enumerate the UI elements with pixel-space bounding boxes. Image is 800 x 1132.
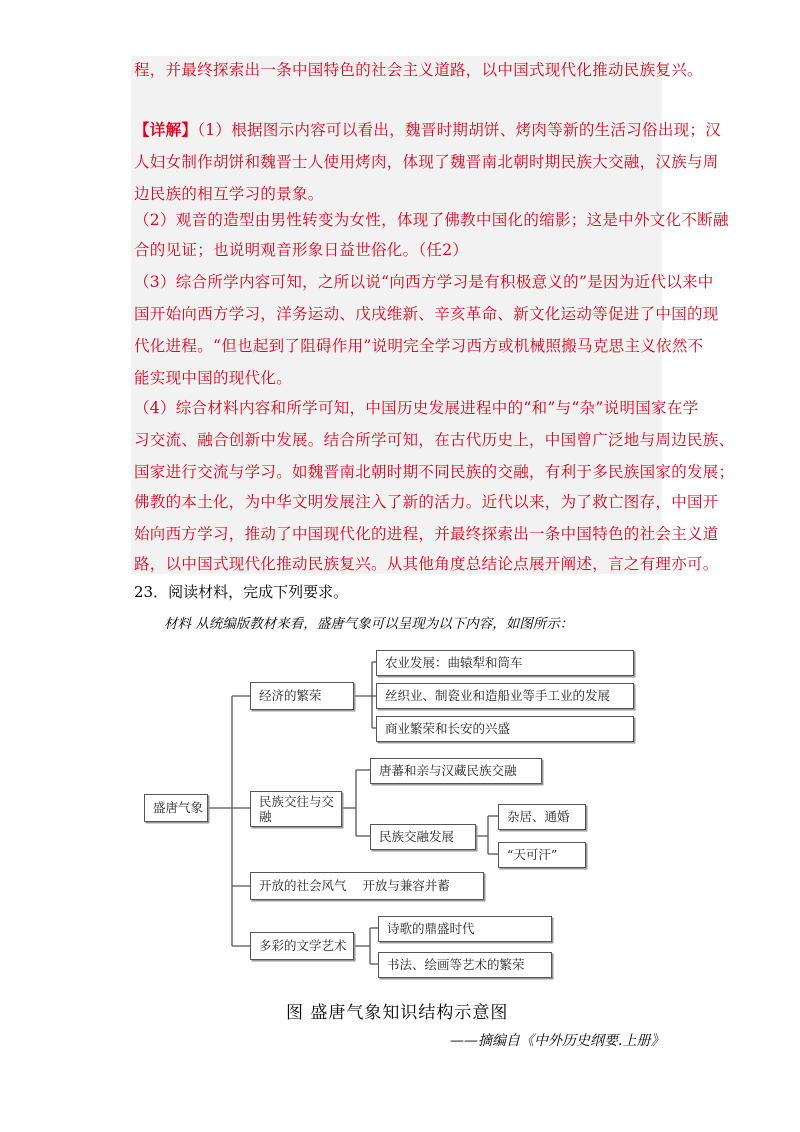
- open-society-box: 开放的社会风气 开放与兼容并蓄: [250, 872, 484, 900]
- answer-line: 习交流、融合创新中发展。结合所学可知，在古代历史上，中国曾广泛地与周边民族、: [134, 431, 735, 449]
- answer-line: [134, 120, 721, 140]
- answer-line: 程，并最终探索出一条中国特色的社会主义道路，以中国式现代化推动民族复兴。: [134, 61, 703, 79]
- arts-box: 多彩的文学艺术: [250, 932, 354, 960]
- answer-line: 佛教的本土化，为中华文明发展注入了新的活力。近代以来，为了救亡图存，中国开: [134, 493, 719, 511]
- answer-line: 能实现中国的现代化。: [134, 369, 293, 387]
- eco-item-box: 商业繁荣和长安的兴盛: [376, 716, 634, 742]
- root-box: 盛唐气象: [144, 794, 208, 822]
- fusion-box: 民族交融发展: [370, 824, 476, 850]
- answer-line: 路，以中国式现代化推动民族复兴。从其他角度总结论点展开阐述，言之有理亦可。: [134, 555, 719, 573]
- fusion-item-box: 杂居、通婚: [498, 804, 586, 830]
- answer-line: 国开始向西方学习，洋务运动、戊戌维新、辛亥革命、新文化运动等促进了中国的现: [134, 305, 719, 323]
- answer-line: （4）综合材料内容和所学可知，中国历史发展进程中的“和”与“杂”说明国家在学: [134, 399, 699, 417]
- answer-line: 代化进程。“但也起到了阻碍作用”说明完全学习西方或机械照搬马克思主义依然不: [134, 337, 704, 355]
- economy-box: 经济的繁荣: [250, 682, 354, 710]
- figure-source: ——摘编自《中外历史纲要.上册》: [450, 1033, 665, 1049]
- material-intro: 材料 从统编版教材来看，盛唐气象可以呈现为以下内容，如图所示：: [164, 616, 574, 632]
- eco-item-box: 农业发展：曲辕犁和筒车: [376, 650, 634, 676]
- figure-caption: 图 盛唐气象知识结构示意图: [286, 1003, 509, 1023]
- answer-line: 边民族的相互学习的景象。: [134, 185, 324, 203]
- eco-item-box: 丝织业、制瓷业和造船业等手工业的发展: [376, 683, 634, 709]
- fusion-item-box: “天可汗”: [498, 842, 586, 868]
- answer-line: （3）综合所学内容可知，之所以说“向西方学习是有积极意义的”是因为近代以来中: [134, 273, 714, 291]
- question-title: 23．阅读材料，完成下列要求。: [134, 583, 349, 601]
- answer-line: 国家进行交流与学习。如魏晋南北朝时期不同民族的交融，有利于多民族国家的发展；: [134, 463, 735, 481]
- answer-line-text: （1）根据图示内容可以看出，魏晋时期胡饼、烤肉等新的生活习俗出现；汉: [197, 121, 722, 139]
- answer-line: （2）观音的造型由男性转变为女性，体现了佛教中国化的缩影；这是中外文化不断融: [134, 211, 729, 229]
- detail-label: 【详解】: [134, 120, 198, 139]
- ethnic-item-box: 唐蕃和亲与汉藏民族交融: [370, 758, 542, 784]
- answer-line: 人妇女制作胡饼和魏晋士人使用烤肉，体现了魏晋南北朝时期民族大交融，汉族与周: [134, 153, 719, 171]
- arts-item-box: 书法、绘画等艺术的繁荣: [378, 952, 552, 978]
- answer-line: 合的见证；也说明观音形象日益世俗化。（任2）: [134, 241, 469, 259]
- arts-item-box: 诗歌的鼎盛时代: [378, 916, 552, 942]
- ethnic-box: 民族交往与交融: [250, 791, 342, 827]
- answer-line: 始向西方学习，推动了中国现代化的进程，并最终探索出一条中国特色的社会主义道: [134, 525, 719, 543]
- knowledge-structure-diagram: [142, 648, 662, 988]
